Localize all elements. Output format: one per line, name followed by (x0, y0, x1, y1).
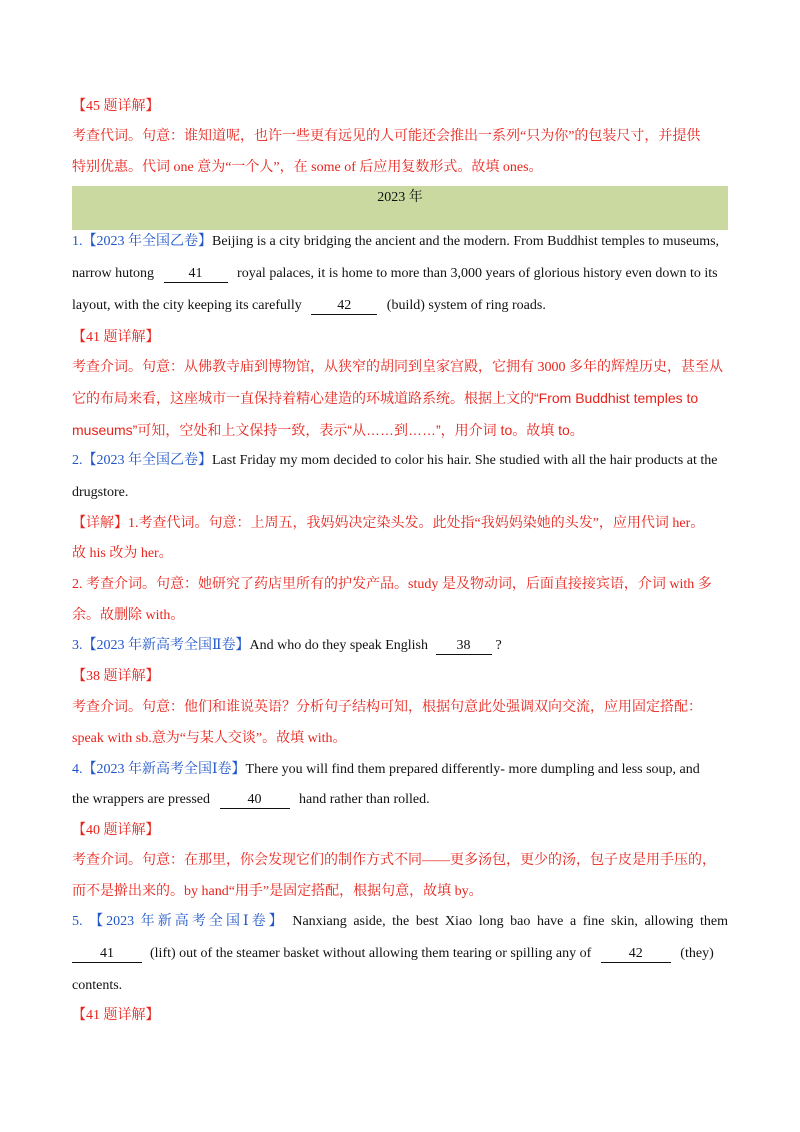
item-1-source: 【2023 年全国乙卷】 (82, 234, 212, 249)
item-1-text-2a: narrow hutong (72, 266, 155, 281)
item-1-text-3a: layout, with the city keeping its carefully (72, 298, 302, 313)
item-2-number: 2. (72, 453, 83, 468)
item-3-text-1b: ? (495, 638, 502, 653)
item-5-source: 【2023 年新高考全国Ⅰ卷】 (89, 914, 286, 929)
item-5-text-1: Nanxiang aside, the best Xiao long bao have a fine skin, allowing them (292, 914, 728, 929)
item-3-answer-heading: 【38 题详解】 (72, 669, 160, 684)
item-4-number: 4. (72, 762, 83, 777)
item-1-text-3b: (build) system of ring roads. (386, 298, 546, 313)
year-section-title: 2023 年 (377, 190, 423, 205)
q45-explanation-line-2: 特别优惠。代词 one 意为“一个人”，在 some of 后应用复数形式。故填 ones。 (72, 160, 543, 175)
item-3-source: 【2023 年新高考全国Ⅱ卷】 (82, 638, 250, 653)
item-4-text-2b: hand rather than rolled. (299, 792, 430, 807)
item-4-line-2 (72, 790, 728, 810)
item-1-line-3 (72, 296, 728, 316)
item-3-answer-line-1: 考查介词。句意：他们和谁说英语？分析句子结构可知，根据句意此处强调双向交流，应用固定搭配： (72, 700, 702, 715)
item-5-line-2 (72, 944, 728, 964)
item-4-line-1 (72, 760, 728, 780)
item-5-text-2b: (they) (680, 946, 714, 961)
item-2-text-1: Last Friday my mom decided to color his hair. She studied with all the hair products at the (212, 453, 718, 468)
blank-42-item-5: 42 (601, 946, 671, 963)
blank-40: 40 (220, 792, 290, 809)
item-1-answer-heading: 【41 题详解】 (72, 330, 160, 345)
item-4-source: 【2023 年新高考全国Ⅰ卷】 (82, 762, 246, 777)
item-1-number: 1. (72, 234, 83, 249)
item-1-answer-line-1: 考查介词。句意：从佛教寺庙到博物馆，从狭窄的胡同到皇家宫殿，它拥有 3000 多年的辉煌历史，甚至从 (72, 360, 723, 375)
item-4-text-2a: the wrappers are pressed (72, 792, 210, 807)
item-1-answer-line-2: 它的布局来看，这座城市一直保持着精心建造的环城道路系统。根据上文的“From Buddhist temples to (72, 390, 699, 406)
item-3-text-1a: And who do they speak English (249, 638, 428, 653)
blank-42: 42 (311, 298, 377, 315)
blank-41-item-5: 41 (72, 946, 142, 963)
blank-38: 38 (436, 638, 492, 655)
year-section-band (72, 186, 728, 230)
item-3-answer-line-2: speak with sb.意为“与某人交谈”。故填 with。 (72, 731, 347, 746)
item-2-line-2: drugstore. (72, 485, 129, 500)
item-4-text-1: There you will find them prepared differently- more dumpling and less soup, and (245, 762, 700, 777)
item-5-text-2a: (lift) out of the steamer basket without allowing them tearing or spilling any of (150, 946, 592, 961)
item-2-answer-line-3: 2. 考查介词。句意：她研究了药店里所有的护发产品。study 是及物动词，后面直接接宾语，介词 with 多 (72, 577, 712, 592)
item-3-line-1 (72, 636, 728, 656)
item-3-number: 3. (72, 638, 83, 653)
item-4-answer-line-1: 考查介词。句意：在那里，你会发现它们的制作方式不同——更多汤包，更少的汤，包子皮是用手压的， (72, 853, 716, 868)
item-5-answer-heading: 【41 题详解】 (72, 1008, 160, 1023)
item-5-line-3: contents. (72, 978, 123, 993)
item-1-line-2 (72, 264, 728, 284)
item-2-answer-line-2: 故 his 改为 her。 (72, 546, 173, 561)
item-2-answer-line-4: 余。故删除 with。 (72, 608, 185, 623)
item-1-answer-line-3: museums”可知，空处和上文保持一致，表示“从……到……”，用介词 to。故填 to。 (72, 422, 584, 438)
blank-41: 41 (164, 266, 228, 283)
item-1-line-1 (72, 232, 728, 252)
item-1-text-2b: royal palaces, it is home to more than 3,000 years of glorious history even down to its (237, 266, 718, 281)
item-1-text-1: Beijing is a city bridging the ancient and the modern. From Buddhist temples to museums, (212, 234, 720, 249)
item-5-number: 5. (72, 914, 83, 929)
item-4-answer-heading: 【40 题详解】 (72, 823, 160, 838)
q45-explanation-line-1: 考查代词。句意：谁知道呢，也许一些更有远见的人可能还会推出一系列“只为你”的包装尺寸，并提供 (72, 129, 701, 144)
item-4-answer-line-2: 而不是擀出来的。by hand“用手”是固定搭配，根据句意，故填 by。 (72, 884, 483, 899)
q45-heading: 【45 题详解】 (72, 99, 160, 114)
item-5-line-1 (72, 912, 728, 932)
item-2-line-1 (72, 451, 728, 471)
item-2-source: 【2023 年全国乙卷】 (82, 453, 212, 468)
item-2-answer-line-1: 【详解】1.考查代词。句意：上周五，我妈妈决定染头发。此处指“我妈妈染她的头发”，应用代词 her。 (72, 516, 705, 531)
